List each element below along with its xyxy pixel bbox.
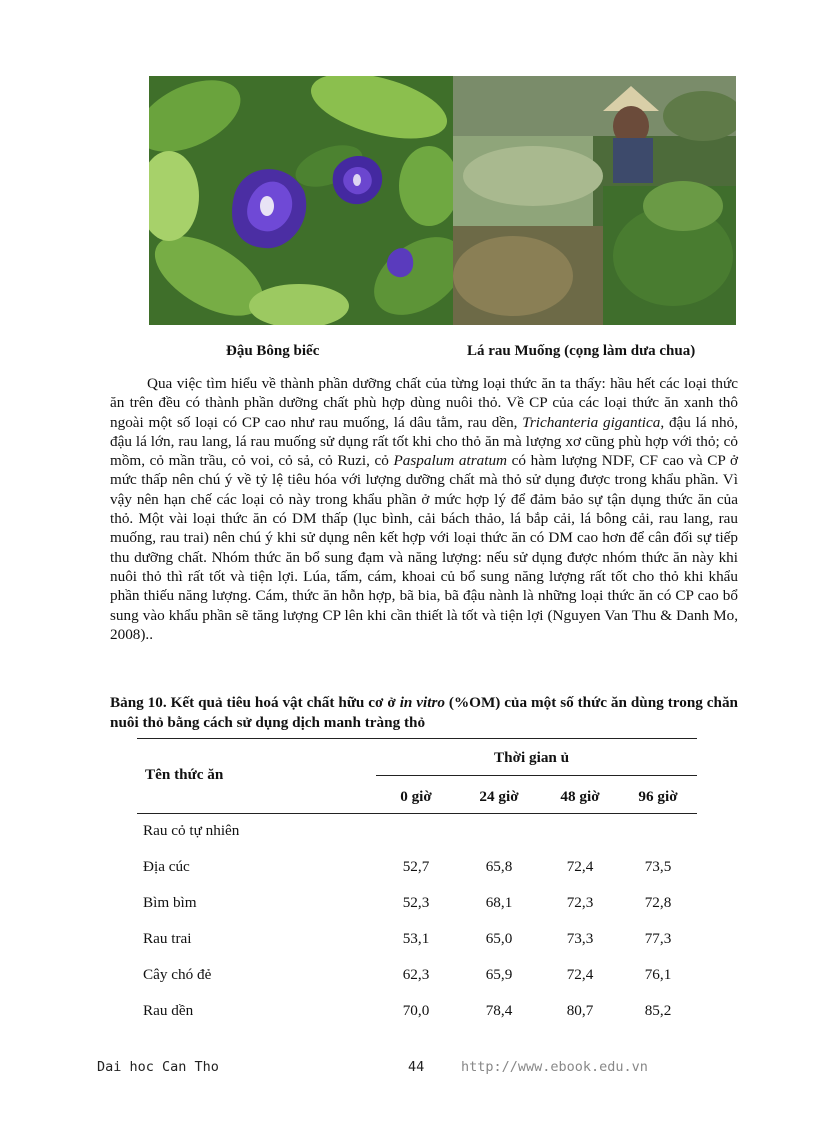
table-section-label: Rau cỏ tự nhiên (143, 822, 240, 839)
table-caption-text-2: (%OM) của một số thức ăn dùng trong chăn nuôi thỏ bằng cách sử dụng dịch manh tràng thỏ (110, 694, 738, 731)
table-header-time: 96 giờ (638, 788, 678, 805)
table-header-name: Tên thức ăn (145, 766, 224, 783)
table-caption (110, 693, 738, 733)
footer-institution: Dai hoc Can Tho (97, 1059, 219, 1075)
row-name: Rau trai (143, 930, 192, 947)
table-header-rule (137, 813, 697, 814)
row-value: 80,7 (566, 1002, 594, 1019)
table-header-time: 48 giờ (560, 788, 600, 805)
row-value: 78,4 (485, 1002, 513, 1019)
water-spinach-market-photo (453, 76, 736, 325)
row-name: Rau dền (143, 1002, 194, 1019)
table-header-time: 0 giờ (400, 788, 432, 805)
row-value: 85,2 (644, 1002, 672, 1019)
table-caption-italic: in vitro (399, 694, 445, 711)
row-name: Địa cúc (143, 858, 190, 875)
body-paragraph (110, 374, 738, 644)
paragraph-text-2: , đậu lá nhỏ, đậu lá lớn, rau lang, lá rau muống sử dụng rất tốt khi cho thỏ ăn mà lượng xơ cũng phù hợp với thỏ; cỏ mồm, cỏ mần trầu, cỏ voi, cỏ sả, cỏ Ruzi, cỏ (110, 413, 738, 470)
table-header-group: Thời gian ủ (494, 749, 570, 766)
row-value: 72,4 (566, 966, 594, 983)
row-value: 52,3 (402, 894, 430, 911)
paragraph-text-3: có hàm lượng NDF, CF cao và CP ở mức thấp nên chú ý về tỷ lệ tiêu hóa với lượng dưỡng chất mà thỏ sử dụng được trong khẩu phần. Vì vậy nên hạn chế các loại cỏ này trong khẩu phần ở mức hợp lý để đảm bảo sự tận dụng thức ăn của thỏ. Một vài loại thức ăn có DM thấp (lục bình, cải bách thảo, lá bắp cải, lá bông cải, rau lang, rau muống, rau trai) nên chú ý khi sử dụng nên kết hợp với loại thức ăn có DM cao hơn để cân đối sự tiếp thu dưỡng chất. Nhóm thức ăn bổ sung đạm và năng lượng: nếu sử dụng được nhóm thức ăn này khi nuôi thỏ thì rất tốt và tiện lợi. Lúa, tấm, cám, khoai củ bổ sung năng lượng rất tốt cho thỏ khi khẩu phần thiếu năng lượng. Cám, thức ăn hỗn hợp, bã bia, bã đậu nành là những loại thức ăn có CP cao bổ sung vào khẩu phần sẽ tăng lượng CP lên khi cần thiết là tốt và tiện lợi (Nguyen Van Thu & Danh Mo, 2008).. (110, 452, 738, 643)
table-header-time: 24 giờ (479, 788, 519, 805)
table-top-rule (137, 738, 697, 739)
page-number: 44 (408, 1059, 425, 1075)
butterfly-pea-flower-photo (149, 76, 453, 325)
figure-caption-right: Lá rau Muống (cọng làm dưa chua) (467, 343, 696, 359)
figure-caption-left: Đậu Bông biếc (226, 343, 320, 359)
row-value: 65,0 (485, 930, 513, 947)
footer-url[interactable]: http://www.ebook.edu.vn (461, 1059, 648, 1075)
row-value: 73,3 (566, 930, 594, 947)
row-value: 65,8 (485, 858, 513, 875)
row-value: 72,4 (566, 858, 594, 875)
row-value: 77,3 (644, 930, 672, 947)
row-value: 52,7 (402, 858, 430, 875)
row-value: 73,5 (644, 858, 672, 875)
paragraph-species-2: Paspalum atratum (393, 452, 508, 470)
row-value: 72,3 (566, 894, 594, 911)
paragraph-text-1: Qua việc tìm hiểu về thành phần dưỡng chất của từng loại thức ăn ta thấy: hầu hết các loại thức ăn trên đều có thành phần dưỡng chất phù hợp dùng nuôi thỏ. Về CP của các loại thức ăn xanh thô ngoài một số loại có CP cao như rau muống, lá dâu tằm, rau dền, (110, 375, 738, 431)
row-value: 70,0 (402, 1002, 430, 1019)
paragraph-species-1: Trichanteria gigantica (522, 413, 661, 431)
row-value: 68,1 (485, 894, 513, 911)
row-value: 72,8 (644, 894, 672, 911)
table-caption-text-1: Bảng 10. Kết quả tiêu hoá vật chất hữu cơ ở (110, 694, 400, 711)
row-value: 76,1 (644, 966, 672, 983)
row-value: 62,3 (402, 966, 430, 983)
row-value: 53,1 (402, 930, 430, 947)
row-name: Cây chó đẻ (143, 966, 212, 983)
row-value: 65,9 (485, 966, 513, 983)
row-name: Bìm bìm (143, 894, 197, 911)
table-group-rule (376, 775, 697, 776)
